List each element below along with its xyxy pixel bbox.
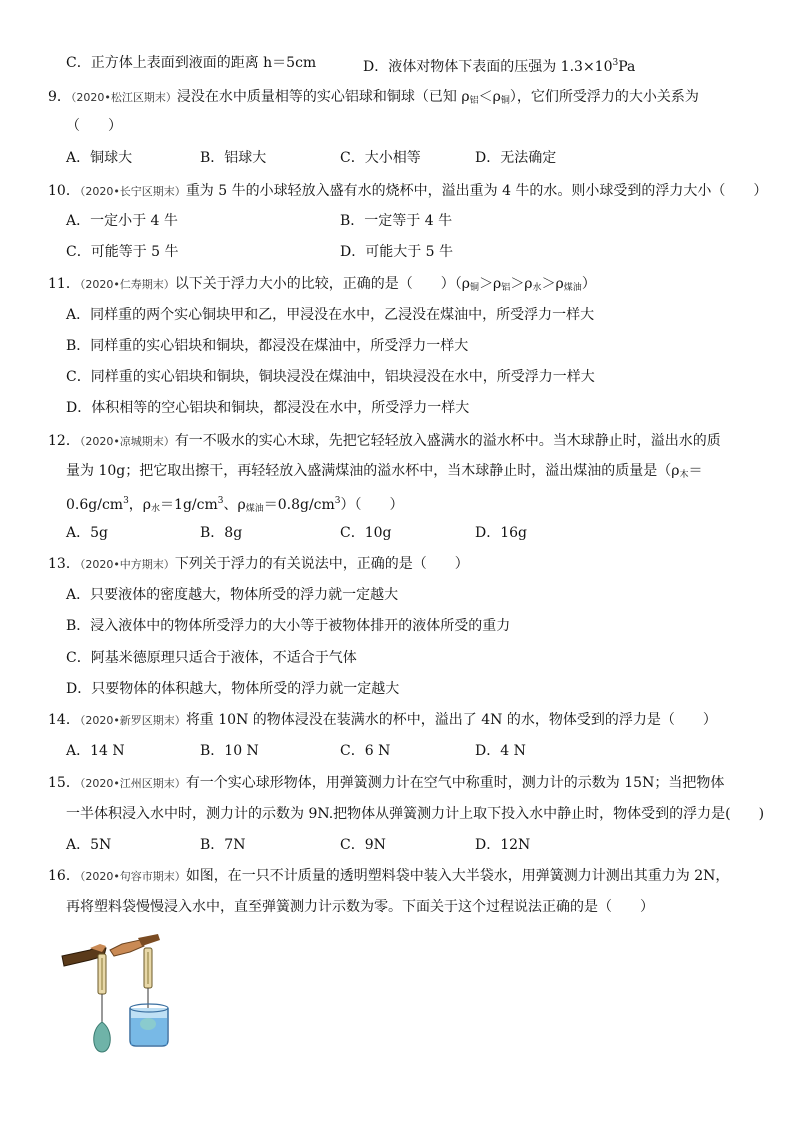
q9-option-d: D．无法确定 <box>475 150 557 166</box>
q12-option-a: A．5g <box>66 525 108 541</box>
q12-stem-line1: 12．（2020•凉城期末）有一不吸水的实心木球，先把它轻轻放入盛满水的溢水杯中。当木球静止时，溢出水的质 <box>48 433 721 449</box>
q12-stem-line2: 量为 10g；把它取出擦干，再轻轻放入盛满煤油的溢水杯中，当木球静止时，溢出煤油的质量是（$\rho_木=$ <box>66 463 703 480</box>
q15-option-a: A．5N <box>66 837 112 853</box>
spring-scale-illustration <box>60 926 180 1056</box>
q9-stem: 9．（2020•松江区期末）浸没在水中质量相等的实心铝球和铜球（已知 $\rho_铝<\rho_铜$），它们所受浮力的大小关系为 <box>48 89 699 106</box>
q14-option-a: A．14 N <box>66 743 125 759</box>
q15-option-c: C．9N <box>340 837 386 853</box>
q8-option-c: C．正方体上表面到液面的距离 h＝5cm <box>66 55 317 71</box>
q16-stem-line2: 再将塑料袋慢慢浸入水中，直至弹簧测力计示数为零。下面关于这个过程说法正确的是（ ） <box>66 899 654 915</box>
q13-option-b: B．浸入液体中的物体所受浮力的大小等于被物体排开的液体所受的重力 <box>66 618 511 634</box>
q11-stem: 11．（2020•仁寿期末）以下关于浮力大小的比较，正确的是（ ）$(\rho_铜>\rho_铝>\rho_水>\rho_{煤油})$ <box>48 276 596 293</box>
q15-option-b: B．7N <box>200 837 246 853</box>
q10-stem: 10．（2020•长宁区期末）重为 5 牛的小球轻放入盛有水的烧杯中，溢出重为 4 牛的水。则小球受到的浮力大小（ ） <box>48 183 768 199</box>
q9-option-b: B．铝球大 <box>200 150 267 166</box>
q13-stem: 13．（2020•中方期末）下列关于浮力的有关说法中，正确的是（ ） <box>48 556 469 572</box>
q12-option-b: B．8g <box>200 525 243 541</box>
q10-option-a: A．一定小于 4 牛 <box>66 213 178 229</box>
q13-option-a: A．只要液体的密度越大，物体所受的浮力就一定越大 <box>66 587 399 603</box>
q16-stem-line1: 16．（2020•句容市期末）如图，在一只不计质量的透明塑料袋中装入大半袋水，用弹簧测力计测出其重力为 2N， <box>48 868 730 884</box>
q9-blank: （ ） <box>66 118 122 134</box>
q12-option-d: D．16g <box>475 525 528 541</box>
q15-stem-line1: 15．（2020•江州区期末）有一个实心球形物体，用弹簧测力计在空气中称重时，测力计的示数为 15N；当把物体 <box>48 775 725 791</box>
q8-option-d: D．液体对物体下表面的压强为 $1.3\times 10^3Pa$ <box>363 58 636 75</box>
q14-stem: 14．（2020•新罗区期末）将重 10N 的物体浸没在装满水的杯中，溢出了 4N 的水，物体受到的浮力是（ ） <box>48 712 717 728</box>
q15-option-d: D．12N <box>475 837 531 853</box>
q11-option-a: A．同样重的两个实心铜块甲和乙，甲浸没在水中，乙浸没在煤油中，所受浮力一样大 <box>66 307 595 323</box>
q10-option-c: C．可能等于 5 牛 <box>66 244 179 260</box>
q10-option-b: B．一定等于 4 牛 <box>340 213 453 229</box>
q14-option-d: D．4 N <box>475 743 526 759</box>
q11-option-d: D．体积相等的空心铝块和铜块，都浸没在水中，所受浮力一样大 <box>66 400 470 416</box>
q12-stem-line3: $0.6g/cm^3$，$\rho_水=1g/cm^3$、$\rho_{煤油}=0.8g/cm^3$）（ ） <box>66 496 404 514</box>
q9-option-a: A．铜球大 <box>66 150 133 166</box>
q11-option-b: B．同样重的实心铝块和铜块，都浸没在煤油中，所受浮力一样大 <box>66 338 469 354</box>
q13-option-c: C．阿基米德原理只适合于液体，不适合于气体 <box>66 650 357 666</box>
q12-option-c: C．10g <box>340 525 392 541</box>
q14-option-b: B．10 N <box>200 743 259 759</box>
q15-stem-line2: 一半体积浸入水中时，测力计的示数为 9N.把物体从弹簧测力计上取下投入水中静止时，物体受到的浮力是( ) <box>66 806 765 822</box>
q10-option-d: D．可能大于 5 牛 <box>340 244 454 260</box>
q11-option-c: C．同样重的实心铝块和铜块，铜块浸没在煤油中，铝块浸没在水中，所受浮力一样大 <box>66 369 595 385</box>
q13-option-d: D．只要物体的体积越大，物体所受的浮力就一定越大 <box>66 681 400 697</box>
q14-option-c: C．6 N <box>340 743 391 759</box>
q9-option-c: C．大小相等 <box>340 150 421 166</box>
